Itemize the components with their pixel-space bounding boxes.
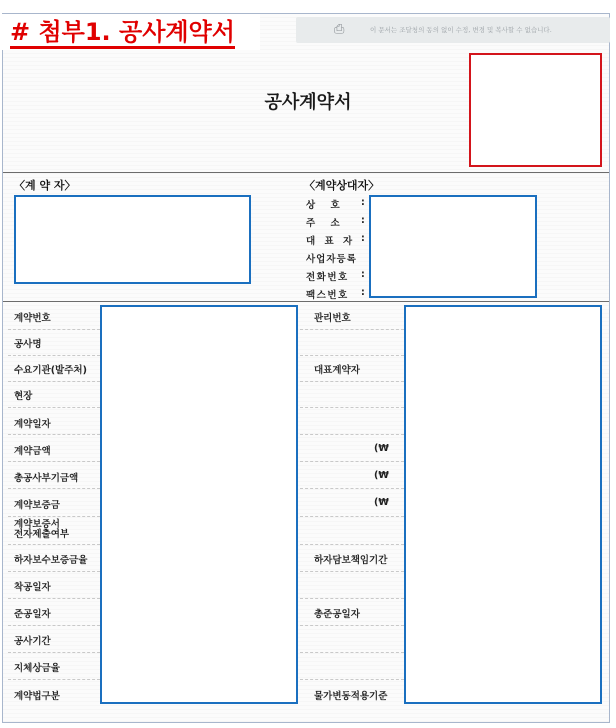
- representative-label: 대 표 자: [306, 236, 356, 247]
- won-currency-label: (₩: [374, 470, 389, 481]
- contractor-label: 〈계 약 자〉: [14, 179, 76, 192]
- row-separator: [300, 679, 404, 680]
- row-label-total-construction-amount: 총공사부기금액: [14, 473, 79, 484]
- row-separator: [300, 407, 404, 408]
- colon: :: [361, 233, 365, 244]
- row-label-completion-date: 준공일자: [14, 609, 51, 620]
- row-separator: [300, 488, 404, 489]
- address-label: 주 소: [306, 218, 346, 229]
- seal-area-box: [469, 53, 602, 167]
- row-label-contract-amount: 계약금액: [14, 446, 51, 457]
- colon: :: [361, 269, 365, 280]
- won-currency-label: (₩: [374, 497, 389, 508]
- colon: :: [361, 215, 365, 226]
- row-separator: [300, 598, 404, 599]
- row-separator: [300, 544, 404, 545]
- row-label-site: 현장: [14, 391, 33, 402]
- row-separator: [300, 461, 404, 462]
- contractor-info-box: [14, 195, 251, 284]
- section-divider: [3, 301, 609, 302]
- row-label-contract-date: 계약일자: [14, 419, 51, 430]
- row-separator: [300, 381, 404, 382]
- row-label-ordering-agency: 수요기관(발주처): [14, 365, 87, 376]
- row-label-guarantee-submission: 계약보증서 전자제출여부: [14, 519, 70, 540]
- row-separator: [8, 571, 100, 572]
- copy-notice-bar: [296, 17, 610, 43]
- colon: :: [361, 197, 365, 208]
- row-label-contract-number: 계약번호: [14, 313, 51, 324]
- row-separator: [8, 407, 100, 408]
- phone-label: 전화번호: [306, 272, 349, 283]
- row-separator: [8, 488, 100, 489]
- warranty-period-label: 하자담보책임기간: [314, 555, 388, 566]
- counterparty-info-box: [369, 195, 537, 298]
- representative-contractor-label: 대표계약자: [314, 365, 360, 376]
- row-separator: [8, 544, 100, 545]
- row-separator: [8, 434, 100, 435]
- row-separator: [300, 434, 404, 435]
- document-title: 공사계약서: [264, 92, 352, 113]
- company-label: 상 호: [306, 200, 346, 211]
- colon: :: [361, 287, 365, 298]
- row-separator: [8, 355, 100, 356]
- price-adjustment-label: 물가변동적용기준: [314, 691, 388, 702]
- row-separator: [8, 625, 100, 626]
- row-label-start-date: 착공일자: [14, 582, 51, 593]
- section-divider: [3, 172, 609, 173]
- row-label-delay-penalty-rate: 지체상금율: [14, 663, 60, 674]
- row-separator: [8, 516, 100, 517]
- row-separator: [8, 598, 100, 599]
- row-label-project-name: 공사명: [14, 339, 42, 350]
- row-label-defect-deposit-rate: 하자보수보증금율: [14, 555, 88, 566]
- row-separator: [300, 516, 404, 517]
- contract-values-box: [100, 305, 298, 704]
- fax-label: 팩스번호: [306, 290, 349, 301]
- row-label-contract-deposit: 계약보증금: [14, 500, 60, 511]
- business-registration-label: 사업자등록: [306, 254, 357, 265]
- row-separator: [8, 381, 100, 382]
- row-separator: [300, 355, 404, 356]
- row-label-contract-law: 계약법구분: [14, 691, 60, 702]
- management-number-label: 관리번호: [314, 313, 351, 324]
- contract-extra-values-box: [404, 305, 602, 704]
- won-currency-label: (₩: [374, 443, 389, 454]
- row-separator: [300, 329, 404, 330]
- row-separator: [300, 652, 404, 653]
- row-separator: [8, 329, 100, 330]
- row-separator: [8, 679, 100, 680]
- row-separator: [8, 652, 100, 653]
- attachment-title: # 첨부1. 공사계약서: [0, 14, 260, 50]
- row-label-construction-period: 공사기간: [14, 636, 51, 647]
- printer-icon: ⎙: [334, 22, 345, 37]
- copy-notice-text: 이 문서는 조달청의 동의 없이 수정, 변경 및 복사할 수 없습니다.: [370, 26, 552, 34]
- row-separator: [8, 461, 100, 462]
- row-separator: [300, 571, 404, 572]
- total-completion-date-label: 총준공일자: [314, 609, 360, 620]
- row-separator: [300, 625, 404, 626]
- counterparty-label: 〈계약상대자〉: [304, 179, 380, 192]
